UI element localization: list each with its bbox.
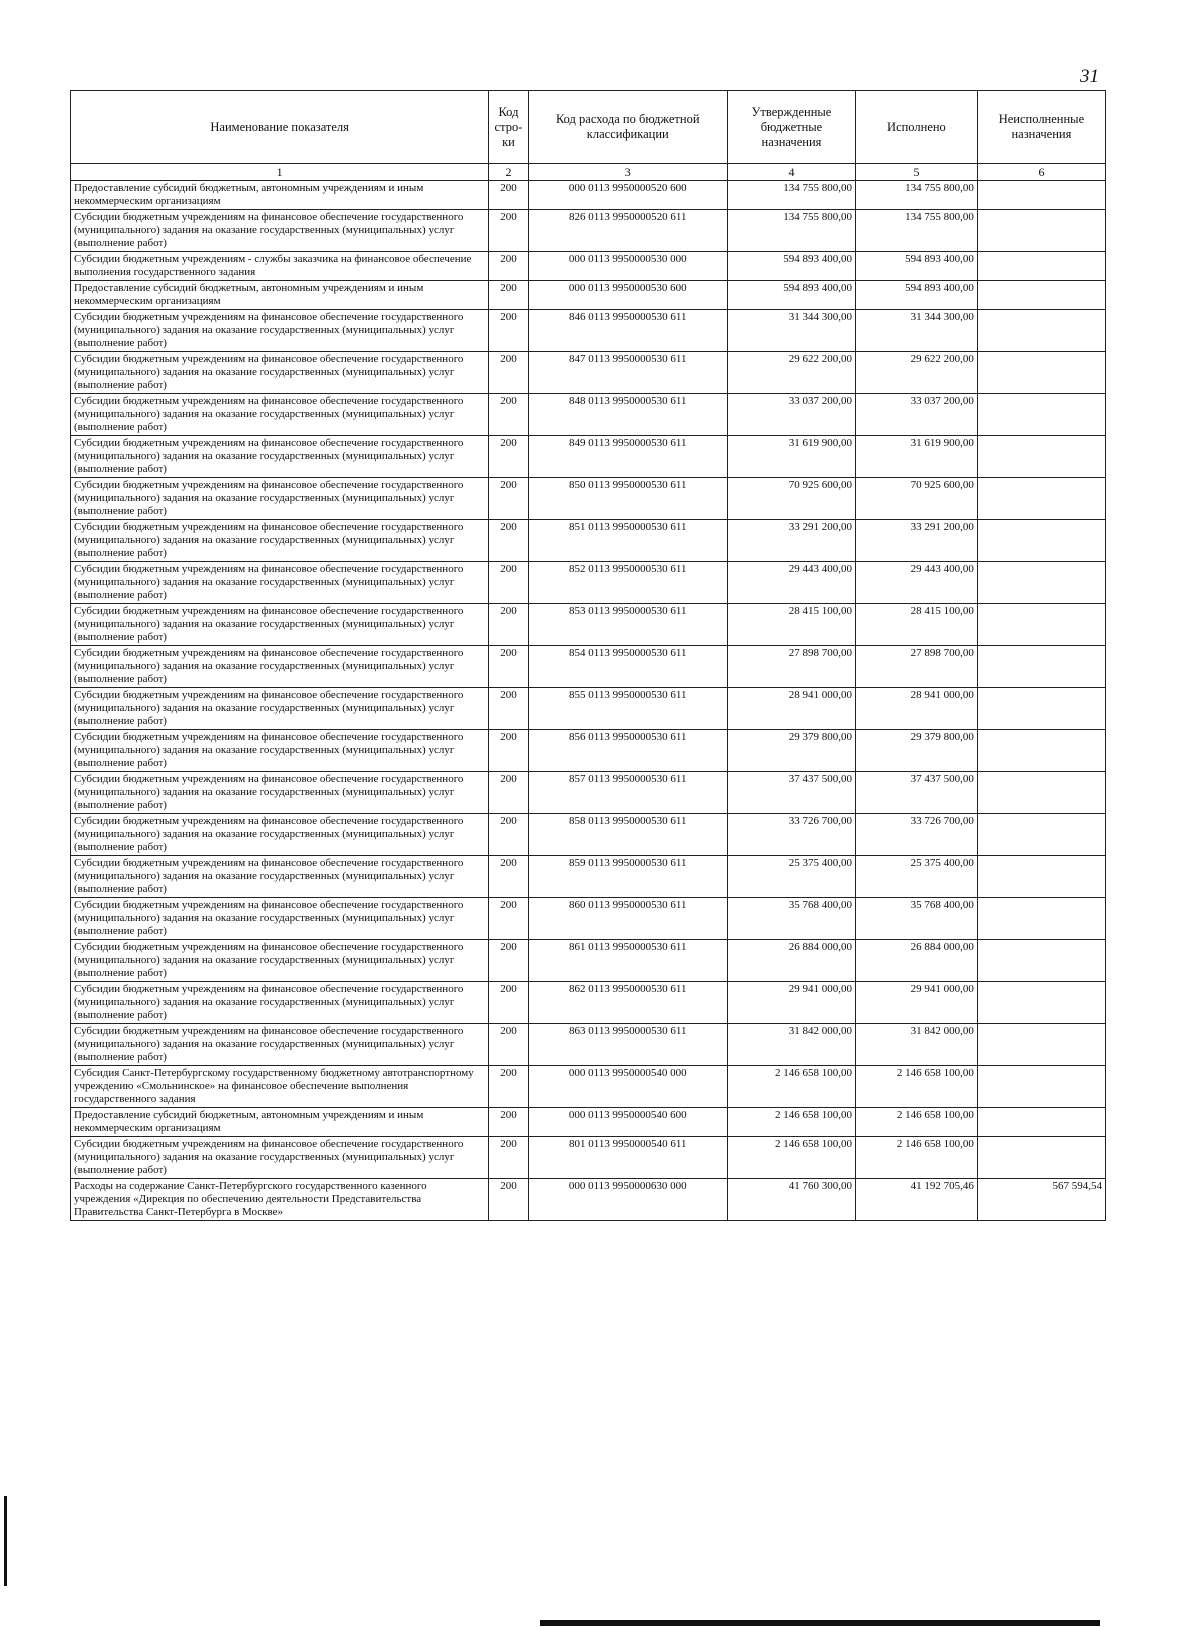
table-row — [71, 814, 1106, 856]
approved-amount-cell: 594 893 400,00 — [727, 281, 855, 310]
row-code-cell: 200 — [489, 1108, 528, 1137]
row-code-cell: 200 — [489, 562, 528, 604]
executed-amount-cell: 41 192 705,46 — [856, 1179, 978, 1221]
unexecuted-amount-cell — [977, 604, 1105, 646]
executed-amount-cell: 28 415 100,00 — [856, 604, 978, 646]
approved-amount-cell: 28 415 100,00 — [727, 604, 855, 646]
table-row — [71, 562, 1106, 604]
executed-amount-cell: 25 375 400,00 — [856, 856, 978, 898]
header-unexecuted-amount: Неисполненные назначения — [977, 91, 1105, 164]
approved-amount-cell: 29 622 200,00 — [727, 352, 855, 394]
row-code-cell: 200 — [489, 210, 528, 252]
table-row — [71, 281, 1106, 310]
unexecuted-amount-cell — [977, 982, 1105, 1024]
budget-code-cell: 847 0113 9950000530 611 — [528, 352, 727, 394]
executed-amount-cell: 2 146 658 100,00 — [856, 1137, 978, 1179]
approved-amount-cell: 37 437 500,00 — [727, 772, 855, 814]
executed-amount-cell: 134 755 800,00 — [856, 181, 978, 210]
row-code-cell: 200 — [489, 1024, 528, 1066]
row-name-cell: Субсидии бюджетным учреждениям на финансовое обеспечение государственного (муниципального) задания на оказание государственных (муниципальных) услуг (выполнение работ) — [71, 310, 489, 352]
table-row — [71, 604, 1106, 646]
column-number: 2 — [489, 164, 528, 181]
budget-code-cell: 000 0113 9950000530 000 — [528, 252, 727, 281]
row-code-cell: 200 — [489, 436, 528, 478]
row-name-cell: Предоставление субсидий бюджетным, автономным учреждениям и иным некоммерческим организациям — [71, 181, 489, 210]
table-row — [71, 940, 1106, 982]
executed-amount-cell: 29 443 400,00 — [856, 562, 978, 604]
table-row — [71, 210, 1106, 252]
executed-amount-cell: 2 146 658 100,00 — [856, 1108, 978, 1137]
approved-amount-cell: 2 146 658 100,00 — [727, 1066, 855, 1108]
approved-amount-cell: 594 893 400,00 — [727, 252, 855, 281]
table-row — [71, 394, 1106, 436]
executed-amount-cell: 28 941 000,00 — [856, 688, 978, 730]
row-name-cell: Субсидии бюджетным учреждениям на финансовое обеспечение государственного (муниципального) задания на оказание государственных (муниципальных) услуг (выполнение работ) — [71, 210, 489, 252]
row-name-cell: Субсидии бюджетным учреждениям на финансовое обеспечение государственного (муниципального) задания на оказание государственных (муниципальных) услуг (выполнение работ) — [71, 478, 489, 520]
table-row — [71, 1108, 1106, 1137]
header-indicator-name: Наименование показателя — [71, 91, 489, 164]
budget-code-cell: 846 0113 9950000530 611 — [528, 310, 727, 352]
budget-code-cell: 856 0113 9950000530 611 — [528, 730, 727, 772]
approved-amount-cell: 27 898 700,00 — [727, 646, 855, 688]
executed-amount-cell: 29 941 000,00 — [856, 982, 978, 1024]
table-row — [71, 1066, 1106, 1108]
header-row-code: Код стро-ки — [489, 91, 528, 164]
row-name-cell: Субсидии бюджетным учреждениям на финансовое обеспечение государственного (муниципального) задания на оказание государственных (муниципальных) услуг (выполнение работ) — [71, 982, 489, 1024]
row-code-cell: 200 — [489, 688, 528, 730]
row-code-cell: 200 — [489, 982, 528, 1024]
budget-code-cell: 857 0113 9950000530 611 — [528, 772, 727, 814]
table-row — [71, 252, 1106, 281]
approved-amount-cell: 134 755 800,00 — [727, 210, 855, 252]
budget-code-cell: 852 0113 9950000530 611 — [528, 562, 727, 604]
table-row — [71, 352, 1106, 394]
row-name-cell: Субсидии бюджетным учреждениям на финансовое обеспечение государственного (муниципального) задания на оказание государственных (муниципальных) услуг (выполнение работ) — [71, 688, 489, 730]
executed-amount-cell: 594 893 400,00 — [856, 281, 978, 310]
row-code-cell: 200 — [489, 281, 528, 310]
row-name-cell: Субсидии бюджетным учреждениям на финансовое обеспечение государственного (муниципального) задания на оказание государственных (муниципальных) услуг (выполнение работ) — [71, 856, 489, 898]
column-number: 5 — [856, 164, 978, 181]
row-code-cell: 200 — [489, 856, 528, 898]
unexecuted-amount-cell — [977, 646, 1105, 688]
table-row — [71, 181, 1106, 210]
budget-code-cell: 863 0113 9950000530 611 — [528, 1024, 727, 1066]
executed-amount-cell: 35 768 400,00 — [856, 898, 978, 940]
column-number-row — [71, 164, 1106, 181]
row-name-cell: Субсидии бюджетным учреждениям на финансовое обеспечение государственного (муниципального) задания на оказание государственных (муниципальных) услуг (выполнение работ) — [71, 940, 489, 982]
executed-amount-cell: 31 344 300,00 — [856, 310, 978, 352]
unexecuted-amount-cell — [977, 814, 1105, 856]
executed-amount-cell: 27 898 700,00 — [856, 646, 978, 688]
table-row — [71, 310, 1106, 352]
row-name-cell: Субсидии бюджетным учреждениям на финансовое обеспечение государственного (муниципального) задания на оказание государственных (муниципальных) услуг (выполнение работ) — [71, 436, 489, 478]
budget-code-cell: 853 0113 9950000530 611 — [528, 604, 727, 646]
table-row — [71, 730, 1106, 772]
budget-code-cell: 859 0113 9950000530 611 — [528, 856, 727, 898]
unexecuted-amount-cell — [977, 1066, 1105, 1108]
budget-code-cell: 851 0113 9950000530 611 — [528, 520, 727, 562]
approved-amount-cell: 33 726 700,00 — [727, 814, 855, 856]
header-budget-classification-code: Код расхода по бюджетной классификации — [528, 91, 727, 164]
unexecuted-amount-cell — [977, 730, 1105, 772]
unexecuted-amount-cell — [977, 352, 1105, 394]
row-code-cell: 200 — [489, 1137, 528, 1179]
unexecuted-amount-cell — [977, 436, 1105, 478]
budget-code-cell: 848 0113 9950000530 611 — [528, 394, 727, 436]
row-name-cell: Субсидии бюджетным учреждениям на финансовое обеспечение государственного (муниципального) задания на оказание государственных (муниципальных) услуг (выполнение работ) — [71, 604, 489, 646]
table-row — [71, 856, 1106, 898]
unexecuted-amount-cell — [977, 252, 1105, 281]
unexecuted-amount-cell — [977, 1108, 1105, 1137]
header-row — [71, 91, 1106, 164]
executed-amount-cell: 70 925 600,00 — [856, 478, 978, 520]
budget-code-cell: 854 0113 9950000530 611 — [528, 646, 727, 688]
row-code-cell: 200 — [489, 478, 528, 520]
approved-amount-cell: 28 941 000,00 — [727, 688, 855, 730]
row-code-cell: 200 — [489, 772, 528, 814]
budget-code-cell: 801 0113 9950000540 611 — [528, 1137, 727, 1179]
budget-code-cell: 000 0113 9950000540 000 — [528, 1066, 727, 1108]
row-name-cell: Субсидии бюджетным учреждениям на финансовое обеспечение государственного (муниципального) задания на оказание государственных (муниципальных) услуг (выполнение работ) — [71, 520, 489, 562]
executed-amount-cell: 31 842 000,00 — [856, 1024, 978, 1066]
row-name-cell: Субсидии бюджетным учреждениям на финансовое обеспечение государственного (муниципального) задания на оказание государственных (муниципальных) услуг (выполнение работ) — [71, 898, 489, 940]
row-name-cell: Предоставление субсидий бюджетным, автономным учреждениям и иным некоммерческим организациям — [71, 1108, 489, 1137]
approved-amount-cell: 35 768 400,00 — [727, 898, 855, 940]
row-code-cell: 200 — [489, 394, 528, 436]
row-name-cell: Субсидии бюджетным учреждениям на финансовое обеспечение государственного (муниципального) задания на оказание государственных (муниципальных) услуг (выполнение работ) — [71, 646, 489, 688]
approved-amount-cell: 70 925 600,00 — [727, 478, 855, 520]
row-code-cell: 200 — [489, 940, 528, 982]
row-code-cell: 200 — [489, 1066, 528, 1108]
budget-code-cell: 826 0113 9950000520 611 — [528, 210, 727, 252]
approved-amount-cell: 33 037 200,00 — [727, 394, 855, 436]
approved-amount-cell: 134 755 800,00 — [727, 181, 855, 210]
approved-amount-cell: 29 379 800,00 — [727, 730, 855, 772]
budget-code-cell: 849 0113 9950000530 611 — [528, 436, 727, 478]
approved-amount-cell: 29 941 000,00 — [727, 982, 855, 1024]
row-code-cell: 200 — [489, 814, 528, 856]
table-row — [71, 898, 1106, 940]
executed-amount-cell: 37 437 500,00 — [856, 772, 978, 814]
table-row — [71, 520, 1106, 562]
budget-code-cell: 000 0113 9950000630 000 — [528, 1179, 727, 1221]
row-name-cell: Субсидии бюджетным учреждениям на финансовое обеспечение государственного (муниципального) задания на оказание государственных (муниципальных) услуг (выполнение работ) — [71, 562, 489, 604]
unexecuted-amount-cell — [977, 394, 1105, 436]
table-row — [71, 772, 1106, 814]
row-name-cell: Субсидии бюджетным учреждениям на финансовое обеспечение государственного (муниципального) задания на оказание государственных (муниципальных) услуг (выполнение работ) — [71, 730, 489, 772]
approved-amount-cell: 29 443 400,00 — [727, 562, 855, 604]
scan-artifact-left — [4, 1496, 7, 1586]
approved-amount-cell: 2 146 658 100,00 — [727, 1108, 855, 1137]
table-row — [71, 436, 1106, 478]
column-number: 4 — [727, 164, 855, 181]
approved-amount-cell: 25 375 400,00 — [727, 856, 855, 898]
unexecuted-amount-cell — [977, 940, 1105, 982]
budget-execution-table — [70, 90, 1106, 1221]
unexecuted-amount-cell — [977, 281, 1105, 310]
row-name-cell: Субсидия Санкт-Петербургскому государственному бюджетному автотранспортному учреждению «Смольнинское» на финансовое обеспечение выполнения государственного задания — [71, 1066, 489, 1108]
unexecuted-amount-cell — [977, 520, 1105, 562]
unexecuted-amount-cell — [977, 210, 1105, 252]
row-name-cell: Субсидии бюджетным учреждениям на финансовое обеспечение государственного (муниципального) задания на оказание государственных (муниципальных) услуг (выполнение работ) — [71, 814, 489, 856]
approved-amount-cell: 2 146 658 100,00 — [727, 1137, 855, 1179]
approved-amount-cell: 26 884 000,00 — [727, 940, 855, 982]
row-name-cell: Субсидии бюджетным учреждениям на финансовое обеспечение государственного (муниципального) задания на оказание государственных (муниципальных) услуг (выполнение работ) — [71, 1137, 489, 1179]
approved-amount-cell: 31 344 300,00 — [727, 310, 855, 352]
row-code-cell: 200 — [489, 730, 528, 772]
table-row — [71, 1137, 1106, 1179]
executed-amount-cell: 33 726 700,00 — [856, 814, 978, 856]
row-code-cell: 200 — [489, 604, 528, 646]
executed-amount-cell: 134 755 800,00 — [856, 210, 978, 252]
executed-amount-cell: 29 379 800,00 — [856, 730, 978, 772]
approved-amount-cell: 41 760 300,00 — [727, 1179, 855, 1221]
budget-code-cell: 862 0113 9950000530 611 — [528, 982, 727, 1024]
table-row — [71, 982, 1106, 1024]
column-number: 3 — [528, 164, 727, 181]
row-name-cell: Расходы на содержание Санкт-Петербургского государственного казенного учреждения «Дирекция по обеспечению деятельности Представительства Правительства Санкт-Петербурга в Москве» — [71, 1179, 489, 1221]
page-number: 31 — [1080, 66, 1099, 87]
unexecuted-amount-cell — [977, 181, 1105, 210]
unexecuted-amount-cell — [977, 856, 1105, 898]
row-code-cell: 200 — [489, 181, 528, 210]
budget-code-cell: 850 0113 9950000530 611 — [528, 478, 727, 520]
row-code-cell: 200 — [489, 898, 528, 940]
executed-amount-cell: 29 622 200,00 — [856, 352, 978, 394]
unexecuted-amount-cell — [977, 772, 1105, 814]
unexecuted-amount-cell — [977, 1024, 1105, 1066]
budget-code-cell: 861 0113 9950000530 611 — [528, 940, 727, 982]
budget-code-cell: 000 0113 9950000540 600 — [528, 1108, 727, 1137]
executed-amount-cell: 31 619 900,00 — [856, 436, 978, 478]
row-code-cell: 200 — [489, 1179, 528, 1221]
column-number: 6 — [977, 164, 1105, 181]
row-name-cell: Субсидии бюджетным учреждениям на финансовое обеспечение государственного (муниципального) задания на оказание государственных (муниципальных) услуг (выполнение работ) — [71, 1024, 489, 1066]
approved-amount-cell: 31 842 000,00 — [727, 1024, 855, 1066]
row-name-cell: Предоставление субсидий бюджетным, автономным учреждениям и иным некоммерческим организациям — [71, 281, 489, 310]
row-code-cell: 200 — [489, 252, 528, 281]
scan-artifact-bottom — [540, 1620, 1100, 1626]
row-name-cell: Субсидии бюджетным учреждениям на финансовое обеспечение государственного (муниципального) задания на оказание государственных (муниципальных) услуг (выполнение работ) — [71, 394, 489, 436]
row-code-cell: 200 — [489, 352, 528, 394]
unexecuted-amount-cell — [977, 310, 1105, 352]
row-code-cell: 200 — [489, 646, 528, 688]
budget-code-cell: 855 0113 9950000530 611 — [528, 688, 727, 730]
approved-amount-cell: 31 619 900,00 — [727, 436, 855, 478]
unexecuted-amount-cell — [977, 688, 1105, 730]
table-row — [71, 646, 1106, 688]
executed-amount-cell: 33 037 200,00 — [856, 394, 978, 436]
executed-amount-cell: 594 893 400,00 — [856, 252, 978, 281]
unexecuted-amount-cell — [977, 898, 1105, 940]
row-name-cell: Субсидии бюджетным учреждениям - службы заказчика на финансовое обеспечение выполнения государственного задания — [71, 252, 489, 281]
budget-code-cell: 860 0113 9950000530 611 — [528, 898, 727, 940]
approved-amount-cell: 33 291 200,00 — [727, 520, 855, 562]
budget-code-cell: 858 0113 9950000530 611 — [528, 814, 727, 856]
table-row — [71, 478, 1106, 520]
table-body — [71, 181, 1106, 1221]
unexecuted-amount-cell — [977, 562, 1105, 604]
header-executed-amount: Исполнено — [856, 91, 978, 164]
column-number: 1 — [71, 164, 489, 181]
row-code-cell: 200 — [489, 310, 528, 352]
table-row — [71, 688, 1106, 730]
executed-amount-cell: 2 146 658 100,00 — [856, 1066, 978, 1108]
header-approved-amount: Утвержденные бюджетные назначения — [727, 91, 855, 164]
unexecuted-amount-cell — [977, 478, 1105, 520]
row-name-cell: Субсидии бюджетным учреждениям на финансовое обеспечение государственного (муниципального) задания на оказание государственных (муниципальных) услуг (выполнение работ) — [71, 352, 489, 394]
budget-code-cell: 000 0113 9950000520 600 — [528, 181, 727, 210]
executed-amount-cell: 33 291 200,00 — [856, 520, 978, 562]
row-name-cell: Субсидии бюджетным учреждениям на финансовое обеспечение государственного (муниципального) задания на оказание государственных (муниципальных) услуг (выполнение работ) — [71, 772, 489, 814]
unexecuted-amount-cell — [977, 1137, 1105, 1179]
budget-code-cell: 000 0113 9950000530 600 — [528, 281, 727, 310]
table-row — [71, 1024, 1106, 1066]
unexecuted-amount-cell: 567 594,54 — [977, 1179, 1105, 1221]
row-code-cell: 200 — [489, 520, 528, 562]
executed-amount-cell: 26 884 000,00 — [856, 940, 978, 982]
table-row — [71, 1179, 1106, 1221]
